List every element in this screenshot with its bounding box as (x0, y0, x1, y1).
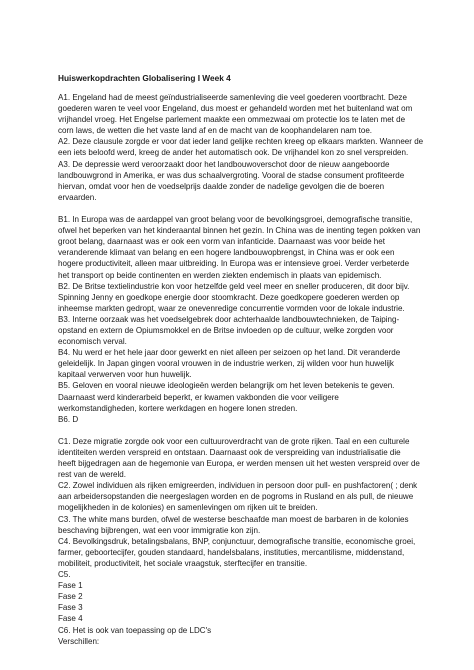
text-line: Verschillen: (58, 636, 100, 646)
text-line: landbouwgrond in Amerika, er was dus schaalvergroting. Vooral de stadse consument profiteerde (58, 170, 405, 180)
text-line: B5. Geloven en vooral nieuwe ideologieën werden belangrijk om het leven betekenis te geven. (58, 381, 395, 391)
text-line: C4. Bevolkingsdruk, betalingsbalans, BNP, conjunctuur, demografische transitie, economische groei, (58, 536, 416, 546)
document-title: Huiswerkopdrachten Globalisering I Week 4 (58, 73, 231, 83)
text-line: corn laws, de wetten die het vaste land af en de macht van de koophandelaren nam toe. (58, 126, 373, 136)
paragraph (58, 436, 434, 647)
text-line: Fase 2 (58, 592, 83, 602)
text-line: hiervan, omdat voor hen de voedselprijs daalde zonder de nadelige gevolgen die de boeren (58, 181, 385, 191)
text-line: ofwel het beperken van het kinderaantal binnen het gezin. In China was de inenting tegen pokken van (58, 226, 421, 236)
text-line: B2. De Britse textielindustrie kon voor hetzelfde geld veel meer en sneller produceren, dit door bijv. (58, 281, 410, 291)
text-line: Fase 1 (58, 581, 83, 591)
text-line: economisch verval. (58, 337, 127, 347)
paragraph (58, 214, 434, 425)
text-line: identiteiten werden verspreid en ontstaan. Daarnaast ook de verspreiding van industrialisatie die (58, 448, 401, 457)
text-line: A3. De depressie werd veroorzaakt door het landbouwoverschot door de nieuw aangeboorde (58, 159, 390, 169)
text-line: Fase 4 (58, 614, 83, 624)
text-line: een iets beloofd werd, kreeg de ander het automatisch ook. De vrijhandel kon zo snel verspreiden. (58, 148, 409, 158)
text-line: C1. Deze migratie zorgde ook voor een cultuuroverdracht van de grote rijken. Taal en een culturele (58, 436, 410, 446)
text-line: goederen waren te veel voor Engeland, dus moest er gehandeld worden met het buitenland wat om (58, 104, 413, 114)
text-line: mobiliteit, productiviteit, het sociale vraagstuk, sterftecijfer en transitie. (58, 558, 308, 568)
text-line: mogelijkheden in de kolonies) en samenlevingen om rijken uit te breiden. (58, 503, 318, 513)
text-line: A2. Deze clausule zorgde er voor dat ieder land gelijke rechten kreeg op elkaars markten. Wanneer de (58, 137, 424, 147)
text-line: beschaving bijbrengen, wat een voor immigratie kon zijn. (58, 525, 261, 535)
text-line: veranderende klimaat van belang en een hogere landbouwopbrengst, in China was er ook een (58, 248, 395, 258)
text-line: Daarnaast werd kinderarbeid beperkt, er kwamen vakbonden die voor veiligere (58, 392, 339, 402)
text-line: vrijhandel vroeg. Het Engelse parlement maakte een ommezwaai om protectie los te laten met de (58, 115, 406, 125)
text-line: groot belang, daarnaast was er ook een vorm van infanticide. Daarnaast was voor beide het (58, 237, 385, 247)
text-line: ervaarden. (58, 192, 97, 202)
text-line: B6. D (58, 414, 79, 424)
text-line: aan arbeidersopstanden die neergeslagen worden en de pogroms in Rusland en als pull, de nieuwe (58, 492, 414, 502)
text-line: kapitaal verwerven voor hun huwelijk. (58, 370, 192, 380)
text-line: Fase 3 (58, 603, 83, 613)
text-line: C6. Het is ook van toepassing op de LDC's (58, 625, 212, 635)
text-line: C2. Zowel individuen als rijken emigreerden, individuen in persoon door pull- en pushfactoren( ; denk (58, 481, 418, 491)
text-line: rest van de wereld. (58, 470, 126, 480)
text-line: het transport op beide continenten en werden ziekten endemisch in plaats van epidemisch. (58, 270, 382, 280)
text-line: farmer, geboortecijfer, gouden standaard, handelsbalans, instituties, mercantilisme, middenstand, (58, 547, 405, 557)
text-line: hogere productiviteit, alleen maar uitbreiding. In Europa was er intensieve groei. Verder verbeterde (58, 259, 410, 269)
paragraph (58, 92, 434, 203)
text-line: C5. (58, 570, 71, 580)
text-line: A1. Engeland had de meest geïndustrialiseerde samenleving die veel goederen voortbracht. Deze (58, 93, 407, 102)
text-line: Spinning Jenny en goedkope energie door stoomkracht. Deze goedkopere goederen werden op (58, 292, 400, 302)
text-line: B3. Interne oorzaak was het voedselgebrek door achterhaalde landbouwtechnieken, de Taiping- (58, 314, 400, 324)
document-body (58, 92, 434, 647)
text-line: inheemse markten gedropt, waar ze onevenredige concurrentie vormden voor de lokale industrie. (58, 303, 405, 313)
text-line: werkomstandigheden, kortere werkdagen en hogere lonen streden. (58, 403, 298, 413)
text-line: heeft bijgedragen aan de hegemonie van Europa, er werden mensen uit het westen verspreid over de (58, 459, 420, 469)
paragraph-gap (58, 425, 434, 436)
text-line: B1. In Europa was de aardappel van groot belang voor de bevolkingsgroei, demografische transitie, (58, 215, 413, 225)
text-line: B4. Nu werd er het hele jaar door gewerkt en niet alleen per seizoen op het land. Dit veranderde (58, 348, 401, 358)
text-line: opstand en extern de Opiumsmokkel en de Britse invloeden op de cultuur, welke zorgden voor (58, 325, 394, 335)
paragraph-gap (58, 203, 434, 214)
text-line: C3. The white mans burden, ofwel de westerse beschaafde man moest de barbaren in de kolonies (58, 514, 409, 524)
text-line: geleidelijk. In Japan gingen vooral vrouwen in de industrie werken, zij wilden voor hun huwelijk (58, 359, 394, 369)
